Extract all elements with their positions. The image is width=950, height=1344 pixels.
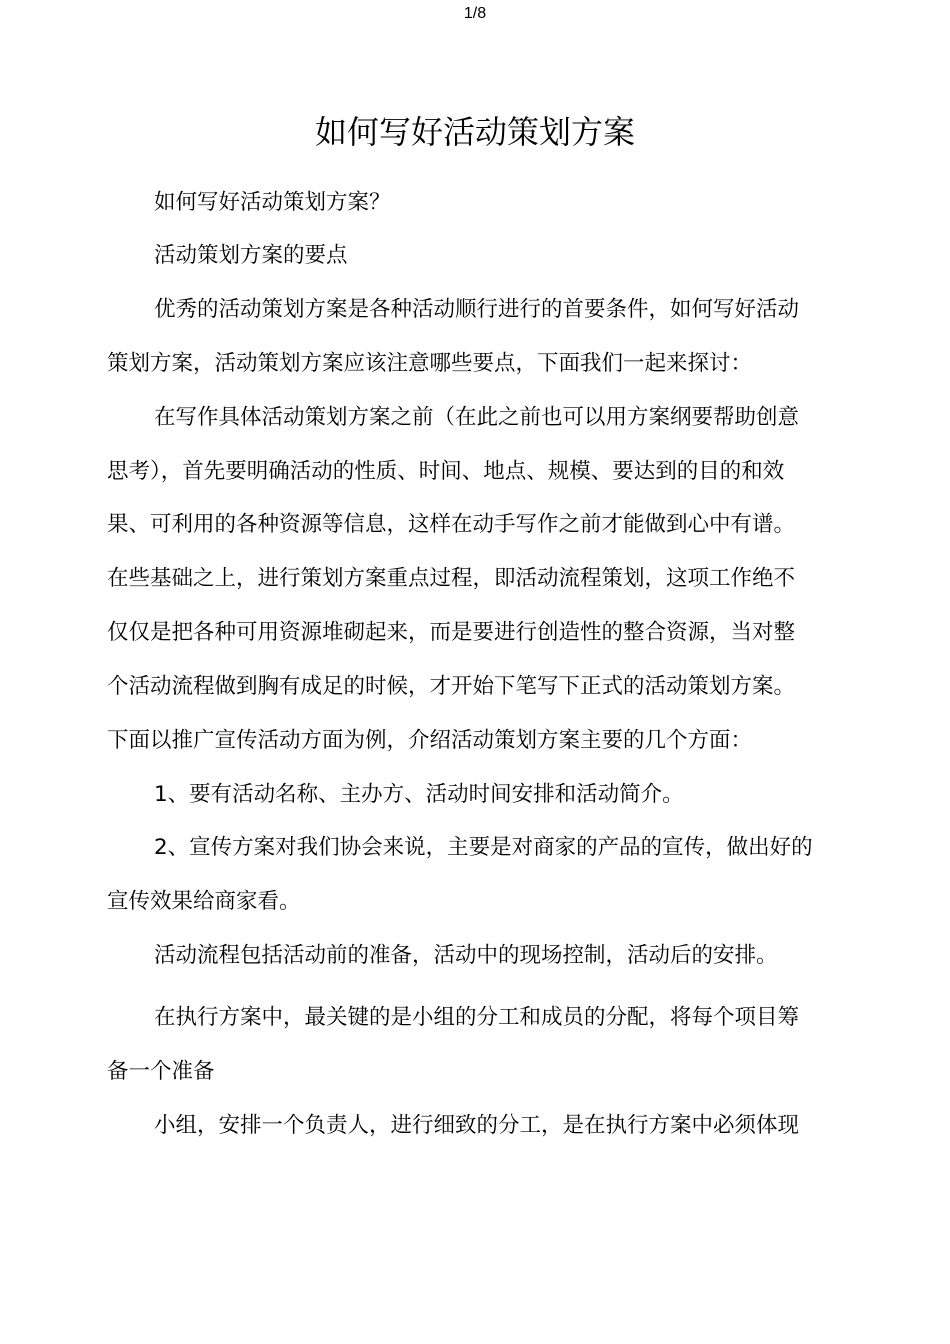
text-line: 仅仅是把各种可用资源堆砌起来，而是要进行创造性的整合资源，当对整	[107, 620, 796, 645]
text-line: 果、可利用的各种资源等信息，这样在动手写作之前才能做到心中有谱。	[107, 512, 796, 537]
text-line-item-2: 2、宣传方案对我们协会来说，主要是对商家的产品的宣传，做出好的	[154, 835, 813, 860]
text-line: 思考），首先要明确活动的性质、时间、地点、规模、要达到的目的和效	[107, 459, 785, 484]
text-line: 策划方案，活动策划方案应该注意哪些要点，下面我们一起来探讨：	[107, 351, 753, 376]
text-line: 备一个准备	[107, 1059, 215, 1084]
text-line: 优秀的活动策划方案是各种活动顺行进行的首要条件，如何写好活动	[154, 297, 800, 322]
text-line: 下面以推广宣传活动方面为例，介绍活动策划方案主要的几个方面：	[107, 728, 753, 753]
document-title: 如何写好活动策划方案	[314, 113, 635, 151]
text-line: 在执行方案中，最关键的是小组的分工和成员的分配，将每个项目筹	[154, 1005, 800, 1030]
text-line: 活动流程包括活动前的准备，活动中的现场控制，活动后的安排。	[154, 943, 778, 968]
text-line: 宣传效果给商家看。	[107, 889, 301, 914]
text-line-question: 如何写好活动策划方案？	[154, 190, 391, 215]
page-number: 1/8	[463, 5, 487, 22]
text-line-item-1: 1、要有活动名称、主办方、活动时间安排和活动简介。	[154, 782, 684, 807]
text-line: 在写作具体活动策划方案之前（在此之前也可以用方案纲要帮助创意	[154, 405, 800, 430]
text-line: 小组，安排一个负责人，进行细致的分工，是在执行方案中必须体现	[154, 1113, 800, 1138]
text-line: 个活动流程做到胸有成足的时候，才开始下笔写下正式的活动策划方案。	[107, 674, 796, 699]
text-line-subheading: 活动策划方案的要点	[154, 243, 348, 268]
text-line: 在些基础之上，进行策划方案重点过程，即活动流程策划，这项工作绝不	[107, 566, 796, 591]
